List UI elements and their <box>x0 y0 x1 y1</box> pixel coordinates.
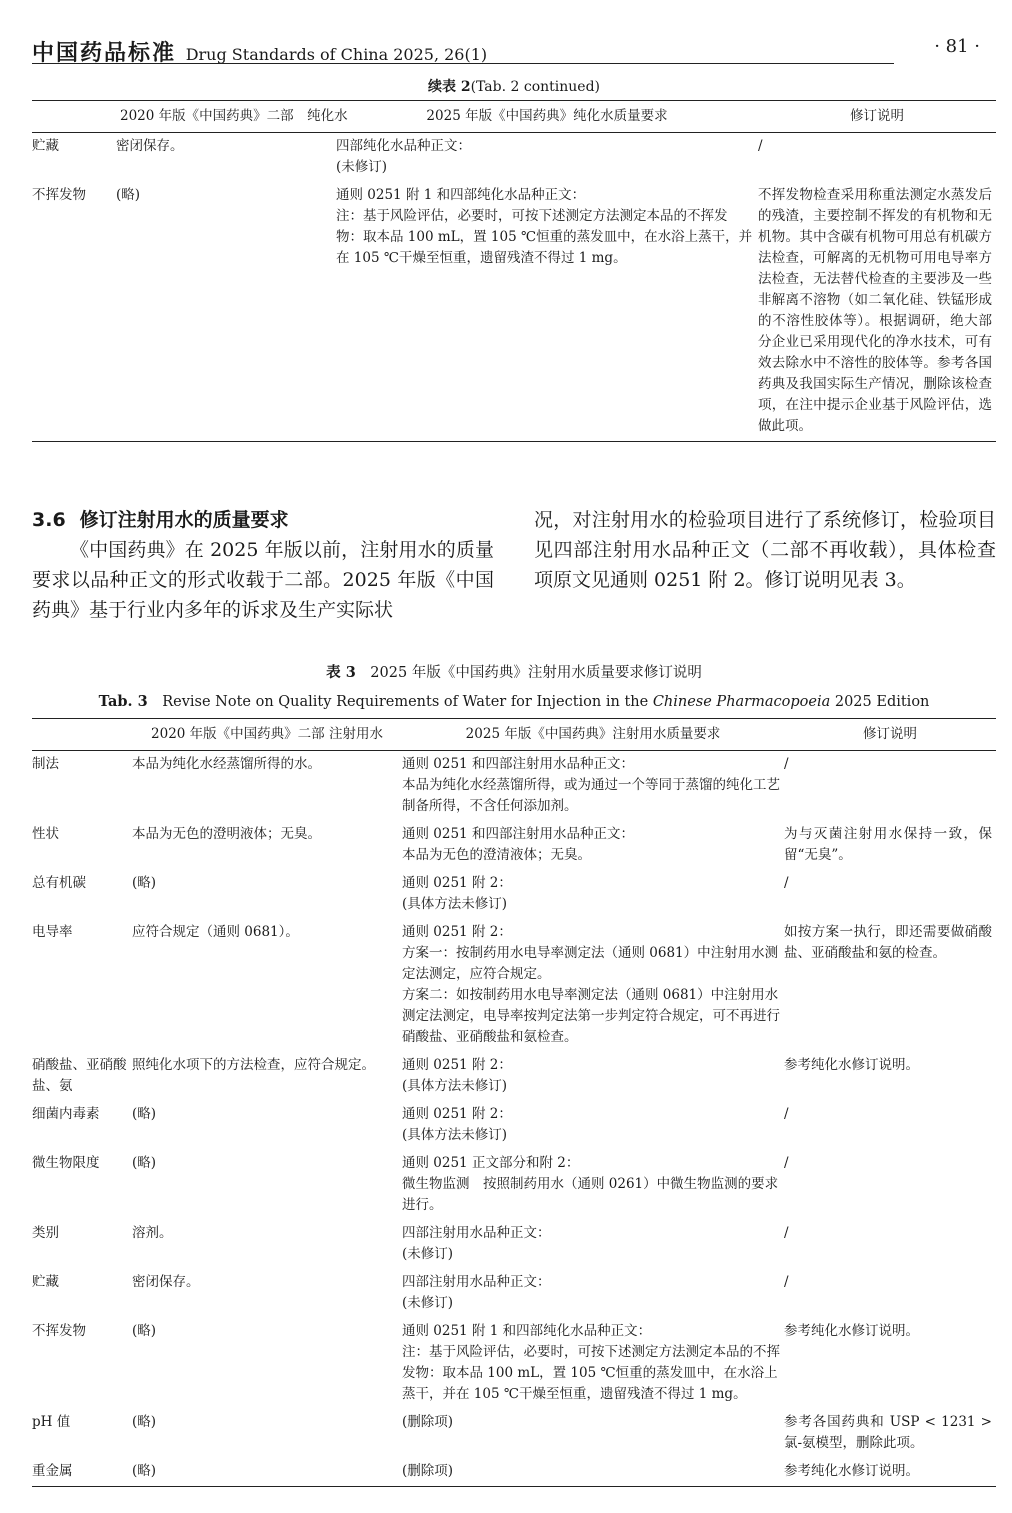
row-item: 细菌内毒素 <box>32 1106 100 1122</box>
row-old: (略) <box>132 1414 157 1430</box>
table2-header-row <box>32 101 996 133</box>
row-new-line: (未修订) <box>402 1295 454 1311</box>
row-new-line: 方案一：按制药用水电导率测定法（通则 0681）中注射用水测定法测定，应符合规定。 <box>402 945 779 982</box>
row-new-line: 通则 0251 和四部注射用水品种正文： <box>402 826 634 842</box>
row-new <box>402 1150 784 1220</box>
table-row <box>32 821 996 870</box>
row-old: (略) <box>132 1106 157 1122</box>
row-new <box>336 133 758 183</box>
row-note: 参考纯化水修订说明。 <box>784 1057 919 1073</box>
row-item: 不挥发物 <box>32 187 86 203</box>
table2-col-old: 2020 年版《中国药典》二部 纯化水 <box>120 108 348 124</box>
header-rule <box>32 63 894 64</box>
row-old: (略) <box>132 875 157 891</box>
row-new-line: 通则 0251 附 2： <box>402 924 512 940</box>
row-item: 重金属 <box>32 1463 73 1479</box>
row-new-line: 注：基于风险评估，必要时，可按下述测定方法测定本品的不挥发物：取本品 100 mL，置 105 ℃恒重的蒸发皿中，在水浴上蒸干，并在 105 ℃干燥至恒重，遗留残渣不得过 1 mg。 <box>336 208 753 266</box>
table-row <box>32 1150 996 1220</box>
table3-col-new: 2025 年版《中国药典》注射用水质量要求 <box>465 726 721 742</box>
page-header <box>32 36 980 66</box>
row-note: 不挥发物检查采用称重法测定水蒸发后的残渣，主要控制不挥发的有机物和无机物。其中含碳有机物可用总有机碳方法检查，可解离的无机物可用电导率方法检查，无法替代检查的主要涉及一些非解离不溶物（如二氧化硅、铁锰形成的不溶性胶体等）。根据调研，绝大部分企业已采用现代化的净水技术，可有效去除水中不溶性的胶体等。参考各国药典及我国实际生产情况，删除该检查项，在注中提示企业基于风险评估，选做此项。 <box>758 187 992 434</box>
row-old: (略) <box>132 1323 157 1339</box>
row-new-line: 通则 0251 附 2： <box>402 1106 512 1122</box>
table2-caption-label: 续表 2 <box>427 79 471 95</box>
row-item: 总有机碳 <box>32 875 86 891</box>
row-item: 电导率 <box>32 924 73 940</box>
row-new <box>402 1101 784 1150</box>
row-new-line: 通则 0251 和四部注射用水品种正文： <box>402 756 634 772</box>
row-item: 贮藏 <box>32 138 59 154</box>
table2 <box>32 100 996 442</box>
page-number: · 81 · <box>934 36 980 57</box>
row-new-line: 四部注射用水品种正文： <box>402 1225 551 1241</box>
table-row <box>32 751 996 822</box>
row-new <box>402 1409 784 1458</box>
row-note: / <box>784 756 789 772</box>
row-item: 硝酸盐、亚硝酸盐、氨 <box>32 1057 127 1094</box>
table-row <box>32 1220 996 1269</box>
table2-col-item <box>32 101 116 133</box>
row-new <box>402 1269 784 1318</box>
row-new-line: 四部注射用水品种正文： <box>402 1274 551 1290</box>
table3-caption-en-text: Revise Note on Quality Requirements of Water for Injection in the <box>147 694 653 710</box>
table3-caption-en <box>32 690 996 711</box>
row-new-line: (删除项) <box>402 1414 454 1430</box>
body-column-right <box>534 505 996 595</box>
row-old: (略) <box>132 1155 157 1171</box>
row-item: 贮藏 <box>32 1274 59 1290</box>
row-old: 密闭保存。 <box>116 138 184 154</box>
row-note: / <box>784 1225 789 1241</box>
journal-title-en: Drug Standards of China 2025, 26(1) <box>185 45 488 64</box>
section-title: 修订注射用水的质量要求 <box>79 509 289 531</box>
row-new <box>402 1458 784 1487</box>
row-new-line: 本品为纯化水经蒸馏所得，或为通过一个等同于蒸馏的纯化工艺制备所得，不含任何添加剂。 <box>402 777 780 814</box>
row-new-line: 四部纯化水品种正文： <box>336 138 471 154</box>
row-item: 类别 <box>32 1225 59 1241</box>
table-row <box>32 1409 996 1458</box>
row-new-line: (具体方法未修订) <box>402 896 508 912</box>
table2-col-new: 2025 年版《中国药典》纯化水质量要求 <box>426 108 668 124</box>
row-old: 照纯化水项下的方法检查，应符合规定。 <box>132 1057 375 1073</box>
row-note: / <box>784 1106 789 1122</box>
row-new-line: 通则 0251 附 2： <box>402 875 512 891</box>
row-new <box>402 751 784 822</box>
row-new-line: 通则 0251 附 1 和四部纯化水品种正文： <box>402 1323 652 1339</box>
row-new-line: 微生物监测 按照制药用水（通则 0261）中微生物监测的要求进行。 <box>402 1176 779 1213</box>
table3-header-row <box>32 719 996 751</box>
table-row <box>32 1101 996 1150</box>
body-paragraph-left: 《中国药典》在 2025 年版以前，注射用水的质量要求以品种正文的形式收载于二部。2025 年版《中国药典》基于行业内多年的诉求及生产实际状 <box>32 539 494 621</box>
row-old: 本品为无色的澄明液体；无臭。 <box>132 826 321 842</box>
row-new <box>402 821 784 870</box>
row-note: / <box>784 1274 789 1290</box>
table-row <box>32 919 996 1052</box>
table3-caption-cn-text: 2025 年版《中国药典》注射用水质量要求修订说明 <box>355 665 702 681</box>
table3-col-item <box>32 719 132 751</box>
table3-col-old: 2020 年版《中国药典》二部 注射用水 <box>151 726 383 742</box>
table-row <box>32 1052 996 1101</box>
row-new-line: 通则 0251 附 2： <box>402 1057 512 1073</box>
row-item: 微生物限度 <box>32 1155 100 1171</box>
row-item: 制法 <box>32 756 59 772</box>
table-row <box>32 1318 996 1409</box>
table-row <box>32 870 996 919</box>
table2-caption-text: (Tab. 2 continued) <box>470 79 601 95</box>
table-row <box>32 133 996 183</box>
table3 <box>32 718 996 1487</box>
row-new-line: (未修订) <box>336 159 388 175</box>
table3-caption-en-end: 2025 Edition <box>830 694 930 710</box>
row-new-line: (删除项) <box>402 1463 454 1479</box>
row-note: 参考纯化水修订说明。 <box>784 1463 919 1479</box>
row-new-line: (未修订) <box>402 1246 454 1262</box>
row-old: 应符合规定（通则 0681）。 <box>132 924 299 940</box>
row-new <box>402 1052 784 1101</box>
row-old: (略) <box>132 1463 157 1479</box>
row-new <box>402 1318 784 1409</box>
row-note: 参考各国药典和 USP < 1231 > 氯-氨模型，删除此项。 <box>784 1414 992 1451</box>
row-old: (略) <box>116 187 141 203</box>
row-note: 为与灭菌注射用水保持一致，保留“无臭”。 <box>784 826 992 863</box>
row-note: 如按方案一执行，即还需要做硝酸盐、亚硝酸盐和氨的检查。 <box>784 924 992 961</box>
row-old: 密闭保存。 <box>132 1274 200 1290</box>
row-new-line: (具体方法未修订) <box>402 1078 508 1094</box>
row-new <box>402 919 784 1052</box>
row-old: 溶剂。 <box>132 1225 173 1241</box>
body-column-left <box>32 505 494 625</box>
row-item: pH 值 <box>32 1414 71 1430</box>
table3-caption-cn-label: 表 3 <box>326 664 356 681</box>
table2-caption <box>32 76 996 96</box>
row-old: 本品为纯化水经蒸馏所得的水。 <box>132 756 321 772</box>
row-item: 不挥发物 <box>32 1323 86 1339</box>
row-new-line: 通则 0251 附 1 和四部纯化水品种正文： <box>336 187 586 203</box>
row-new <box>402 870 784 919</box>
row-new-line: 本品为无色的澄清液体；无臭。 <box>402 847 591 863</box>
row-note: / <box>784 875 789 891</box>
row-new-line: 注：基于风险评估，必要时，可按下述测定方法测定本品的不挥发物：取本品 100 mL，置 105 ℃恒重的蒸发皿中，在水浴上蒸干，并在 105 ℃干燥至恒重，遗留残渣不得过 1 mg。 <box>402 1344 780 1402</box>
table3-col-note: 修订说明 <box>863 726 917 742</box>
table3-caption-cn <box>32 661 996 682</box>
row-new-line: 方案二：如按制药用水电导率测定法（通则 0681）中注射用水测定法测定，电导率按判定法第一步判定符合规定，可不再进行硝酸盐、亚硝酸盐和氨检查。 <box>402 987 780 1045</box>
table-row <box>32 182 996 442</box>
table3-caption-en-italic: Chinese Pharmacopoeia <box>652 694 831 710</box>
row-new <box>402 1220 784 1269</box>
table2-col-note: 修订说明 <box>850 108 904 124</box>
body-paragraph-right: 况，对注射用水的检验项目进行了系统修订，检验项目见四部注射用水品种正文（二部不再收载），具体检查项原文见通则 0251 附 2。修订说明见表 3。 <box>534 509 996 591</box>
section-heading <box>32 505 494 535</box>
row-note: / <box>758 138 763 154</box>
section-number: 3.6 <box>32 509 66 531</box>
table3-caption-en-label: Tab. 3 <box>98 693 148 710</box>
table-row <box>32 1458 996 1487</box>
row-note: 参考纯化水修订说明。 <box>784 1323 919 1339</box>
table-row <box>32 1269 996 1318</box>
row-new-line: 通则 0251 正文部分和附 2： <box>402 1155 580 1171</box>
journal-title-cn: 中国药品标准 <box>32 40 177 66</box>
row-new <box>336 182 758 442</box>
row-note: / <box>784 1155 789 1171</box>
row-new-line: (具体方法未修订) <box>402 1127 508 1143</box>
row-item: 性状 <box>32 826 59 842</box>
